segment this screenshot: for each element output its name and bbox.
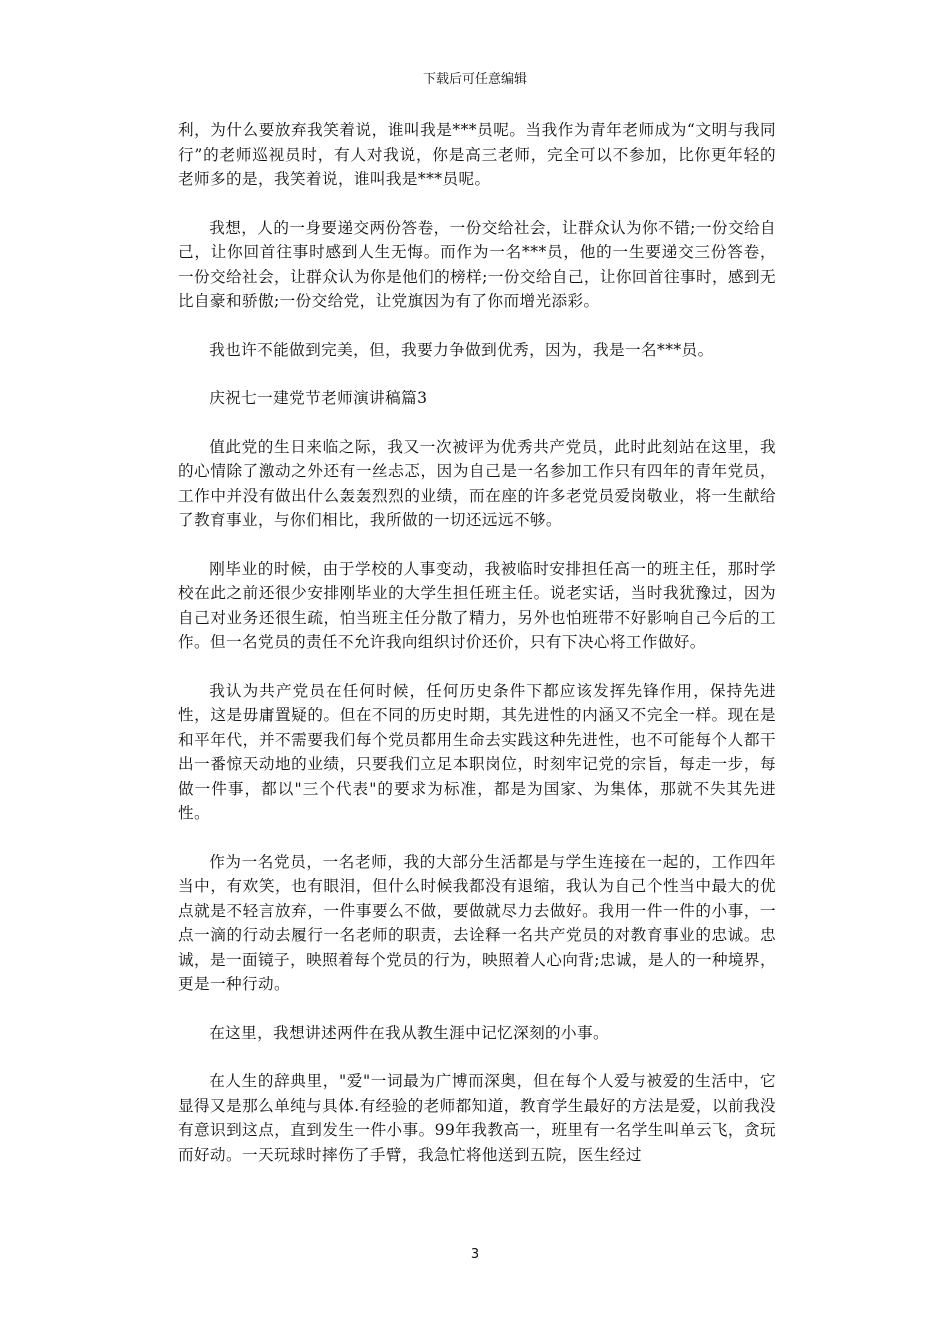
paragraph: 在这里，我想讲述两件在我从教生涯中记忆深刻的小事。 xyxy=(209,1023,610,1042)
document-body xyxy=(178,118,776,1191)
paragraph: 我想，人的一身要递交两份答卷，一份交给社会，让群众认为你不错;一份交给自己，让你回首往事时感到人生无悔。而作为一名***员，他的一生要递交三份答卷，一份交给社会，让群众认为你是他们的榜样;一份交给自己，让你回首往事时，感到无比自豪和骄傲;一份交给党，让党旗因为有了你而增光添彩。 xyxy=(178,218,776,310)
paragraph: 作为一名党员，一名老师，我的大部分生活都是与学生连接在一起的，工作四年当中，有欢笑，也有眼泪，但什么时候我都没有退缩，我认为自己个性当中最大的优点就是不轻言放弃，一件事要么不做，要做就尽力去做好。我用一件一件的小事，一点一滴的行动去履行一名老师的职责，去诠释一名共产党员的对教育事业的忠诚。忠诚，是一面镜子，映照着每个党员的行为，映照着人心向背;忠诚，是人的一种境界，更是一种行动。 xyxy=(178,852,776,993)
paragraph: 值此党的生日来临之际，我又一次被评为优秀共产党员，此时此刻站在这里，我的心情除了激动之外还有一丝忐忑，因为自己是一名参加工作只有四年的青年党员，工作中并没有做出什么轰轰烈烈的业绩，而在座的许多老党员爱岗敬业，将一生献给了教育事业，与你们相比，我所做的一切还远远不够。 xyxy=(178,437,776,529)
paragraph: 刚毕业的时候，由于学校的人事变动，我被临时安排担任高一的班主任，那时学校在此之前还很少安排刚毕业的大学生担任班主任。说老实话，当时我犹豫过，因为自己对业务还很生疏，怕当班主任分散了精力，另外也怕班带不好影响自己今后的工作。但一名党员的责任不允许我向组织讨价还价，只有下决心将工作做好。 xyxy=(178,559,776,651)
paragraph: 我认为共产党员在任何时候，任何历史条件下都应该发挥先锋作用，保持先进性，这是毋庸置疑的。但在不同的历史时期，其先进性的内涵又不完全一样。现在是和平年代，并不需要我们每个党员都用生命去实践这种先进性，也不可能每个人都干出一番惊天动地的业绩，只要我们立足本职岗位，时刻牢记党的宗旨，每走一步，每做一件事，都以"三个代表"的要求为标准，都是为国家、为集体，那就不失其先进性。 xyxy=(178,681,776,822)
paragraph: 我也许不能做到完美，但，我要力争做到优秀，因为，我是一名***员。 xyxy=(209,340,714,359)
paragraph: 在人生的辞典里，"爱"一词最为广博而深奥，但在每个人爱与被爱的生活中，它显得又是那么单纯与具体.有经验的老师都知道，教育学生最好的方法是爱，以前我没有意识到这点，直到发生一件小事。99年我教高一，班里有一名学生叫单云飞，贪玩而好动。一天玩球时摔伤了手臂，我急忙将他送到五院，医生经过 xyxy=(178,1072,776,1164)
page-header: 下载后可任意编辑 xyxy=(422,72,527,87)
page-number: 3 xyxy=(470,1247,480,1262)
paragraph: 利，为什么要放弃我笑着说，谁叫我是***员呢。当我作为青年老师成为“文明与我同行”的老师巡视员时，有人对我说，你是高三老师，完全可以不参加，比你更年轻的老师多的是，我笑着说，谁叫我是***员呢。 xyxy=(178,121,776,188)
section-heading: 庆祝七一建党节老师演讲稿篇3 xyxy=(209,389,428,407)
